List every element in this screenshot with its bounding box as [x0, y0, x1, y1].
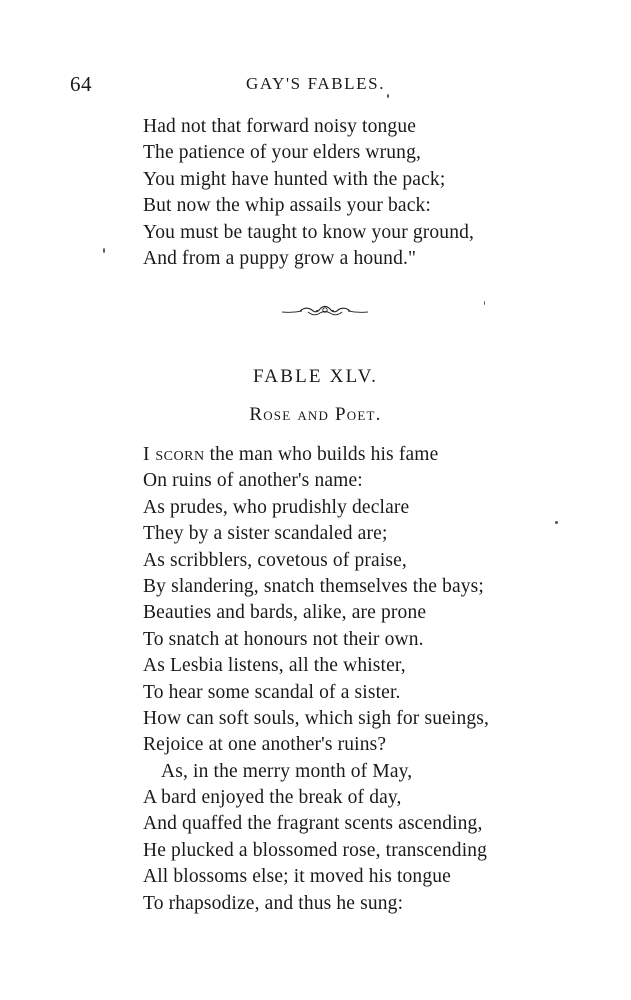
- verse-line: As prudes, who prudishly declare: [143, 496, 410, 518]
- paper-speck: [387, 94, 389, 98]
- running-title: GAY'S FABLES.: [245, 74, 386, 93]
- verse-line: By slandering, snatch themselves the bays;: [143, 575, 484, 597]
- paper-speck: [484, 301, 485, 305]
- paper-speck: [555, 521, 558, 524]
- fable-poem: [143, 442, 489, 917]
- verse-line: As, in the merry month of May,: [161, 760, 413, 782]
- verse-line: Rejoice at one another's ruins?: [143, 734, 387, 756]
- opening-line-rest: the man who builds his fame: [204, 444, 439, 465]
- verse-line: And from a puppy grow a hound.": [143, 247, 417, 269]
- verse-line: The patience of your elders wrung,: [143, 142, 421, 164]
- verse-line: Had not that forward noisy tongue: [143, 116, 417, 137]
- verse-line: But now the whip assails your back:: [143, 195, 431, 217]
- verse-line: On ruins of another's name:: [143, 470, 363, 492]
- verse-line: And quaffed the fragrant scents ascending,: [143, 813, 483, 835]
- verse-line: All blossoms else; it moved his tongue: [143, 866, 451, 888]
- verse-line: To snatch at honours not their own.: [143, 628, 424, 650]
- opening-word: I scorn: [143, 444, 205, 465]
- verse-line: They by a sister scandaled are;: [143, 523, 388, 545]
- verse-line: [143, 442, 489, 468]
- verse-line: You must be taught to know your ground,: [143, 221, 475, 243]
- verse-line: As scribblers, covetous of praise,: [143, 549, 407, 571]
- verse-line: You might have hunted with the pack;: [143, 168, 446, 190]
- verse-line: To hear some scandal of a sister.: [143, 681, 401, 703]
- closing-stanza: [143, 114, 474, 272]
- verse-line: As Lesbia listens, all the whister,: [143, 655, 406, 677]
- verse-line: To rhapsodize, and thus he sung:: [143, 892, 404, 914]
- verse-line: A bard enjoyed the break of day,: [143, 787, 402, 809]
- floral-divider-icon: [280, 302, 370, 320]
- verse-line: Beauties and bards, alike, are prone: [143, 602, 427, 624]
- verse-line: He plucked a blossomed rose, transcending: [143, 839, 488, 861]
- page-number: 64: [70, 72, 92, 96]
- fable-title: Rose and Poet.: [249, 404, 382, 425]
- paper-speck: [103, 248, 105, 253]
- fable-number: FABLE XLV.: [252, 366, 379, 387]
- verse-line: How can soft souls, which sigh for sueings,: [143, 707, 490, 729]
